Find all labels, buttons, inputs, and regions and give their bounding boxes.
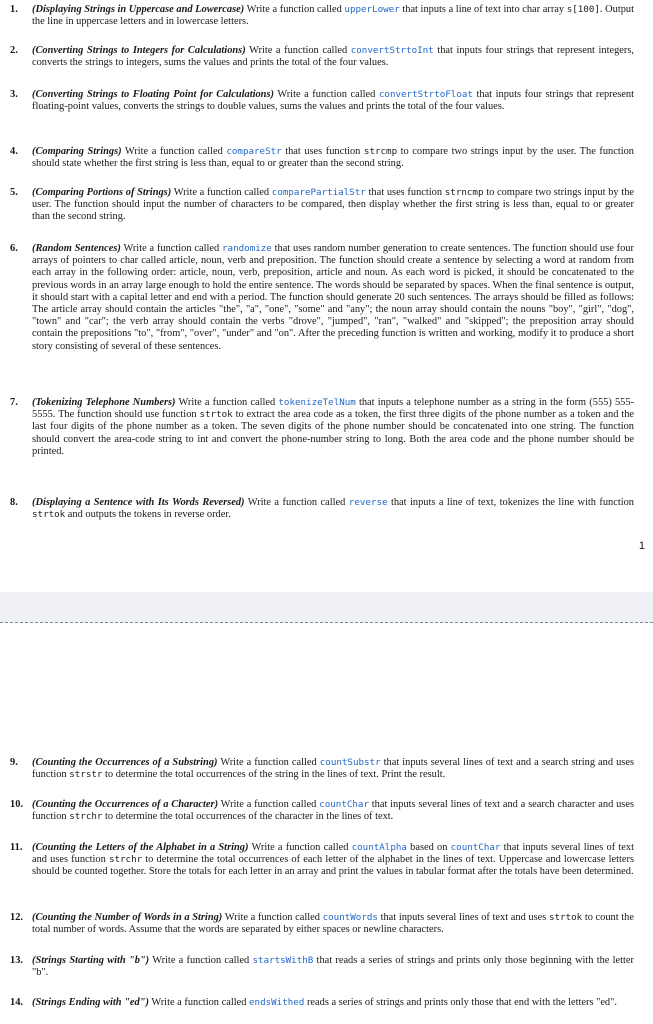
- exercise-sentence: Write a function called: [175, 397, 279, 408]
- exercise-sentence: that inputs four strings that represent integers, converts the strings to integers, sums the values and prints the total of the four values.: [32, 45, 634, 69]
- exercise-title: (Counting the Number of Words in a String): [32, 912, 223, 923]
- exercise-sentence: to compare two strings input by the user. The function should state whether the first string is less than, equal to or greater than the second string.: [32, 146, 634, 170]
- exercise-number: 8.: [10, 497, 18, 508]
- exercise-item: [10, 397, 634, 458]
- code-term: strtok: [548, 912, 583, 923]
- exercise-number: 1.: [10, 4, 18, 15]
- code-term: s[100]: [566, 4, 600, 15]
- exercise-sentence: that uses function: [365, 187, 445, 198]
- page-gap: [0, 592, 653, 623]
- exercise-sentence: Write a function called: [149, 955, 253, 966]
- exercise-number: 14.: [10, 997, 23, 1008]
- function-name: countAlpha: [351, 842, 407, 853]
- exercise-number: 11.: [10, 842, 23, 853]
- exercise-sentence: Write a function called: [245, 45, 351, 56]
- exercise-item: [10, 146, 634, 170]
- exercise-item: [10, 45, 634, 69]
- exercise-sentence: and outputs the tokens in reverse order.: [65, 509, 231, 521]
- exercise-text: [32, 757, 634, 781]
- exercise-number: 6.: [10, 243, 18, 254]
- exercise-item: [10, 4, 634, 28]
- exercise-title: (Strings Ending with "ed"): [32, 997, 149, 1008]
- exercise-title: (Counting the Letters of the Alphabet in a String): [32, 842, 249, 853]
- function-name: comparePartialStr: [271, 187, 366, 198]
- exercise-sentence: Write a function called: [244, 497, 349, 508]
- function-name: countChar: [319, 799, 369, 810]
- exercise-sentence: that inputs a telephone number as a string in the form (555) 555-5555. The function should use function: [32, 397, 634, 421]
- exercise-sentence: Write a function called: [148, 997, 250, 1008]
- function-name: tokenizeTelNum: [278, 397, 356, 408]
- exercise-item: [10, 187, 634, 224]
- exercise-sentence: reads a series of strings and prints only those that end with the letters "ed".: [304, 997, 617, 1008]
- exercise-title: (Comparing Strings): [32, 146, 122, 157]
- exercise-title: (Displaying Strings in Uppercase and Lowercase): [32, 4, 245, 15]
- exercise-text: [32, 146, 634, 170]
- exercise-number: 10.: [10, 799, 23, 810]
- exercise-text: [32, 497, 634, 521]
- exercise-text: [32, 397, 634, 458]
- exercise-item: [10, 842, 634, 879]
- exercise-text: [32, 89, 634, 113]
- exercise-number: 13.: [10, 955, 23, 966]
- function-name: countWords: [322, 912, 378, 923]
- exercise-text: [32, 912, 634, 936]
- exercise-sentence: to count the total number of words. Assume that the words are separated by either spaces or newline characters.: [32, 912, 634, 936]
- exercise-sentence: that inputs a line of text, tokenizes the line with function: [387, 497, 634, 508]
- exercise-sentence: that uses random number generation to create sentences. The function should use four arrays of pointers to char called article, noun, verb and preposition. The function should create a sentence by selecting a word at random from each array in the following order: article, noun, verb, preposition, article and noun. As each word is picked, it should be concatenated to the previous words in an array large enough to hold the entire sentence. The words should be separated by spaces. When the final sentence is output, it should start with a capital letter and end with a period. The function should generate 20 such sentences. The arrays should be filled as follows: The article array should contain the articles "the", "a", "one", "some" and "any"; the noun array should contain the nouns "boy", "girl", "dog", "town" and "car"; the verb array should contain the verbs "drove", "jumped", "ran", "walked" and "skipped"; the preposition array should contain the prepositions "to", "from", "over", "under" and "on". After the preceding function is written and working, modify it to produce a short story consisting of several of these sentences.: [32, 243, 634, 352]
- exercise-number: 3.: [10, 89, 18, 100]
- exercise-text: [32, 243, 634, 353]
- exercise-number: 5.: [10, 187, 18, 198]
- exercise-item: [10, 89, 634, 113]
- function-name: convertStrtoFloat: [378, 89, 473, 100]
- code-term: strtok: [32, 509, 66, 521]
- exercise-sentence: Write a function called: [273, 89, 379, 100]
- exercise-sentence: Write a function called: [248, 842, 352, 853]
- exercise-item: [10, 757, 634, 781]
- exercise-number: 12.: [10, 912, 23, 923]
- exercise-sentence: to determine the total occurrences of the character in the lines of text.: [102, 811, 394, 823]
- exercise-title: (Counting the Occurrences of a Character): [32, 799, 219, 810]
- exercise-text: [32, 799, 634, 823]
- function-name: countChar: [450, 842, 501, 853]
- exercise-item: [10, 955, 634, 979]
- exercise-text: [32, 4, 634, 28]
- exercise-number: 7.: [10, 397, 18, 408]
- function-name: endsWithed: [249, 997, 305, 1008]
- exercise-sentence: that inputs several lines of text and a search string and uses function: [32, 757, 634, 781]
- exercise-sentence: Write a function called: [120, 243, 222, 254]
- code-term: strncmp: [444, 187, 484, 198]
- exercise-sentence: to determine the total occurrences of each letter of the alphabet in the lines of text. Uppercase and lowercase letters should be counted together. Store the totals for each letter in an array and print the values in tabular format after the totals have been determined.: [32, 854, 634, 878]
- exercise-item: [10, 912, 634, 936]
- exercise-sentence: based on: [406, 842, 451, 853]
- exercise-item: [10, 997, 634, 1009]
- code-term: strstr: [69, 769, 103, 781]
- exercise-sentence: that inputs a line of text into char array: [399, 4, 567, 15]
- code-term: strtok: [199, 409, 233, 421]
- code-term: strchr: [69, 811, 103, 823]
- exercise-title: (Converting Strings to Floating Point for Calculations): [32, 89, 274, 100]
- exercise-item: [10, 243, 634, 353]
- exercise-sentence: to extract the area code as a token, the first three digits of the phone number as a token and the last four digits of the phone number as a token. The seven digits of the phone number should be concatenated into one string. The function should convert the area-code string to int and convert the phone-number string to long. Both the area code and the phone number should be printed.: [32, 409, 635, 457]
- page-number: 1: [638, 540, 645, 552]
- exercise-sentence: that inputs four strings that represent floating-point values, converts the strings to double values, sums the values and prints the total of the four values.: [32, 89, 634, 113]
- exercise-sentence: . Output the line in uppercase letters and in lowercase letters.: [32, 4, 634, 28]
- exercise-number: 9.: [10, 757, 18, 768]
- exercise-sentence: to compare two strings input by the user. The function should input the number of characters to be compared, then display whether the first string is less than, equal to or greater than the second string.: [32, 187, 635, 223]
- exercise-sentence: that inputs several lines of text and uses: [377, 912, 549, 923]
- exercise-sentence: to determine the total occurrences of the string in the lines of text. Print the result.: [102, 769, 446, 781]
- exercise-number: 2.: [10, 45, 18, 56]
- exercise-title: (Comparing Portions of Strings): [32, 187, 172, 198]
- exercise-text: [32, 955, 634, 979]
- exercise-title: (Counting the Occurrences of a Substring): [32, 757, 218, 768]
- exercise-item: [10, 799, 634, 823]
- exercise-number: 4.: [10, 146, 18, 157]
- exercise-sentence: Write a function called: [121, 146, 227, 157]
- function-name: convertStrtoInt: [350, 45, 434, 56]
- code-term: strcmp: [363, 146, 398, 157]
- exercise-sentence: Write a function called: [222, 912, 323, 923]
- exercise-text: [32, 187, 634, 224]
- exercise-title: (Converting Strings to Integers for Calculations): [32, 45, 246, 56]
- exercise-sentence: that reads a series of strings and prints only those beginning with the letter "b".: [32, 955, 634, 979]
- exercise-title: (Strings Starting with "b"): [32, 955, 150, 966]
- function-name: compareStr: [226, 146, 282, 157]
- function-name: countSubstr: [319, 757, 381, 768]
- exercise-sentence: Write a function called: [218, 799, 320, 810]
- exercise-sentence: Write a function called: [171, 187, 272, 198]
- function-name: randomize: [222, 243, 272, 254]
- exercise-sentence: that inputs several lines of text and uses function: [32, 842, 634, 866]
- exercise-item: [10, 497, 634, 521]
- exercise-sentence: that uses function: [281, 146, 364, 157]
- exercise-sentence: Write a function called: [217, 757, 320, 768]
- exercise-text: [32, 45, 634, 69]
- code-term: strchr: [108, 854, 143, 866]
- exercise-title: (Random Sentences): [32, 243, 121, 254]
- exercise-text: [32, 997, 634, 1009]
- exercise-title: (Displaying a Sentence with Its Words Reversed): [32, 497, 245, 508]
- exercise-sentence: that inputs several lines of text and a search character and uses function: [32, 799, 635, 823]
- exercise-sentence: Write a function called: [244, 4, 345, 15]
- exercise-title: (Tokenizing Telephone Numbers): [32, 397, 176, 408]
- function-name: upperLower: [344, 4, 400, 15]
- function-name: reverse: [348, 497, 388, 508]
- function-name: startsWithB: [252, 955, 314, 966]
- exercise-text: [32, 842, 634, 879]
